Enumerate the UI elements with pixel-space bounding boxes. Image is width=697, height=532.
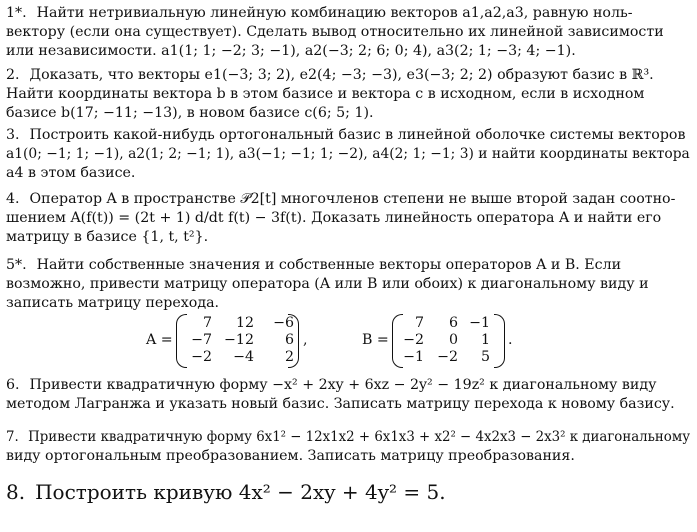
problem-3 xyxy=(6,126,690,183)
problem-text: Оператор A в пространстве 𝒫2[t] многочленов степени не выше второй задан соотно- xyxy=(29,191,676,207)
matrix-a-cell: −2 xyxy=(191,349,212,365)
problem-number: 1*. xyxy=(6,5,27,21)
problem-text: Найти координаты вектора b в этом базисе и вектора c в исходном, если в исходном xyxy=(6,86,645,102)
matrix-a-cell: −7 xyxy=(191,332,212,348)
problem-1 xyxy=(6,4,690,61)
problem-number: 7. xyxy=(6,429,19,445)
problem-text: Найти собственные значения и собственные векторы операторов A и B. Если xyxy=(36,257,622,273)
problem-number: 5*. xyxy=(6,257,27,273)
problem-text: возможно, привести матрицу оператора (A или B или обоих) к диагональному виду и xyxy=(6,276,649,292)
problem-text: шением A(f(t)) = (2t + 1) d/dt f(t) − 3f(t). Доказать линейность оператора A и найти его xyxy=(6,210,662,226)
matrix-b-cell: 7 xyxy=(414,315,424,331)
matrices-block xyxy=(0,314,697,370)
problem-6 xyxy=(6,376,690,414)
matrix-b-cell: 1 xyxy=(480,332,490,348)
problem-text: Привести квадратичную форму 6x1² − 12x1x2 + 6x1x3 + x2² − 4x2x3 − 2x3² к диагональному xyxy=(28,429,691,445)
problem-number: 2. xyxy=(6,67,20,83)
problem-text: виду ортогональным преобразованием. Записать матрицу преобразования. xyxy=(6,448,575,464)
matrix-a-cell: −6 xyxy=(273,315,294,331)
problem-2 xyxy=(6,66,690,123)
matrix-b-cell: 0 xyxy=(448,332,458,348)
problem-text: записать матрицу перехода. xyxy=(6,295,220,311)
problem-text: Построить какой-нибудь ортогональный базис в линейной оболочке системы векторов xyxy=(29,127,686,143)
problem-text: Найти нетривиальную линейную комбинацию векторов a1,a2,a3, равную ноль- xyxy=(36,5,633,21)
problem-text: базисе b(17; −11; −13), в новом базисе c(6; 5; 1). xyxy=(6,105,374,121)
matrix-a-cell: −4 xyxy=(233,349,254,365)
problem-number: 8. xyxy=(6,480,26,504)
matrix-a-trailing-punctuation: , xyxy=(303,332,308,348)
problem-5 xyxy=(6,256,690,313)
matrix-a-cell: 2 xyxy=(284,349,294,365)
problem-text: Доказать, что векторы e1(−3; 3; 2), e2(4; −3; −3), e3(−3; 2; 2) образуют базис в ℝ³. xyxy=(29,67,654,83)
problem-text: a1(0; −1; 1; −1), a2(1; 2; −1; 1), a3(−1; −1; 1; −2), a4(2; 1; −1; 3) и найти координаты вектора xyxy=(6,146,690,162)
problem-text: Построить кривую 4x² − 2xy + 4y² = 5. xyxy=(35,480,446,504)
problem-text: матрицу в базисе {1, t, t²}. xyxy=(6,229,209,245)
matrix-b-cell: 5 xyxy=(480,349,490,365)
problem-number: 3. xyxy=(6,127,20,143)
matrix-a-cell: 7 xyxy=(202,315,212,331)
matrix-a-label: A = xyxy=(146,332,173,348)
problem-text: вектору (если она существует). Сделать вывод относительно их линейной зависимости xyxy=(6,24,664,40)
matrix-b xyxy=(402,315,490,366)
matrix-b-right-bracket xyxy=(494,314,505,368)
problem-text: методом Лагранжа и указать новый базис. Записать матрицу перехода к новому базису. xyxy=(6,396,675,412)
matrix-b-cell: −2 xyxy=(403,332,424,348)
matrix-b-label: B = xyxy=(362,332,389,348)
problem-text: или независимости. a1(1; 1; −2; 3; −1), a2(−3; 2; 6; 0; 4), a3(2; 1; −3; 4; −1). xyxy=(6,43,576,59)
matrix-b-cell: −1 xyxy=(403,349,424,365)
matrix-b-cell: −2 xyxy=(437,349,458,365)
matrix-b-cell: 6 xyxy=(448,315,458,331)
matrix-a-right-bracket xyxy=(288,314,299,368)
matrix-a-cell: −12 xyxy=(224,332,254,348)
problem-8 xyxy=(6,480,690,504)
matrix-a-cell: 12 xyxy=(235,315,254,331)
problem-text: a4 в этом базисе. xyxy=(6,165,136,181)
matrix-b-cell: −1 xyxy=(469,315,490,331)
problem-4 xyxy=(6,190,690,247)
matrix-b-trailing-punctuation: . xyxy=(508,332,513,348)
problem-text: Привести квадратичную форму −x² + 2xy + 6xz − 2y² − 19z² к диагональному виду xyxy=(29,377,657,393)
problem-7 xyxy=(6,428,690,466)
matrix-a xyxy=(188,315,294,366)
problem-number: 4. xyxy=(6,191,20,207)
matrix-a-left-bracket xyxy=(176,314,187,368)
problem-number: 6. xyxy=(6,377,20,393)
matrix-a-cell: 6 xyxy=(284,332,294,348)
